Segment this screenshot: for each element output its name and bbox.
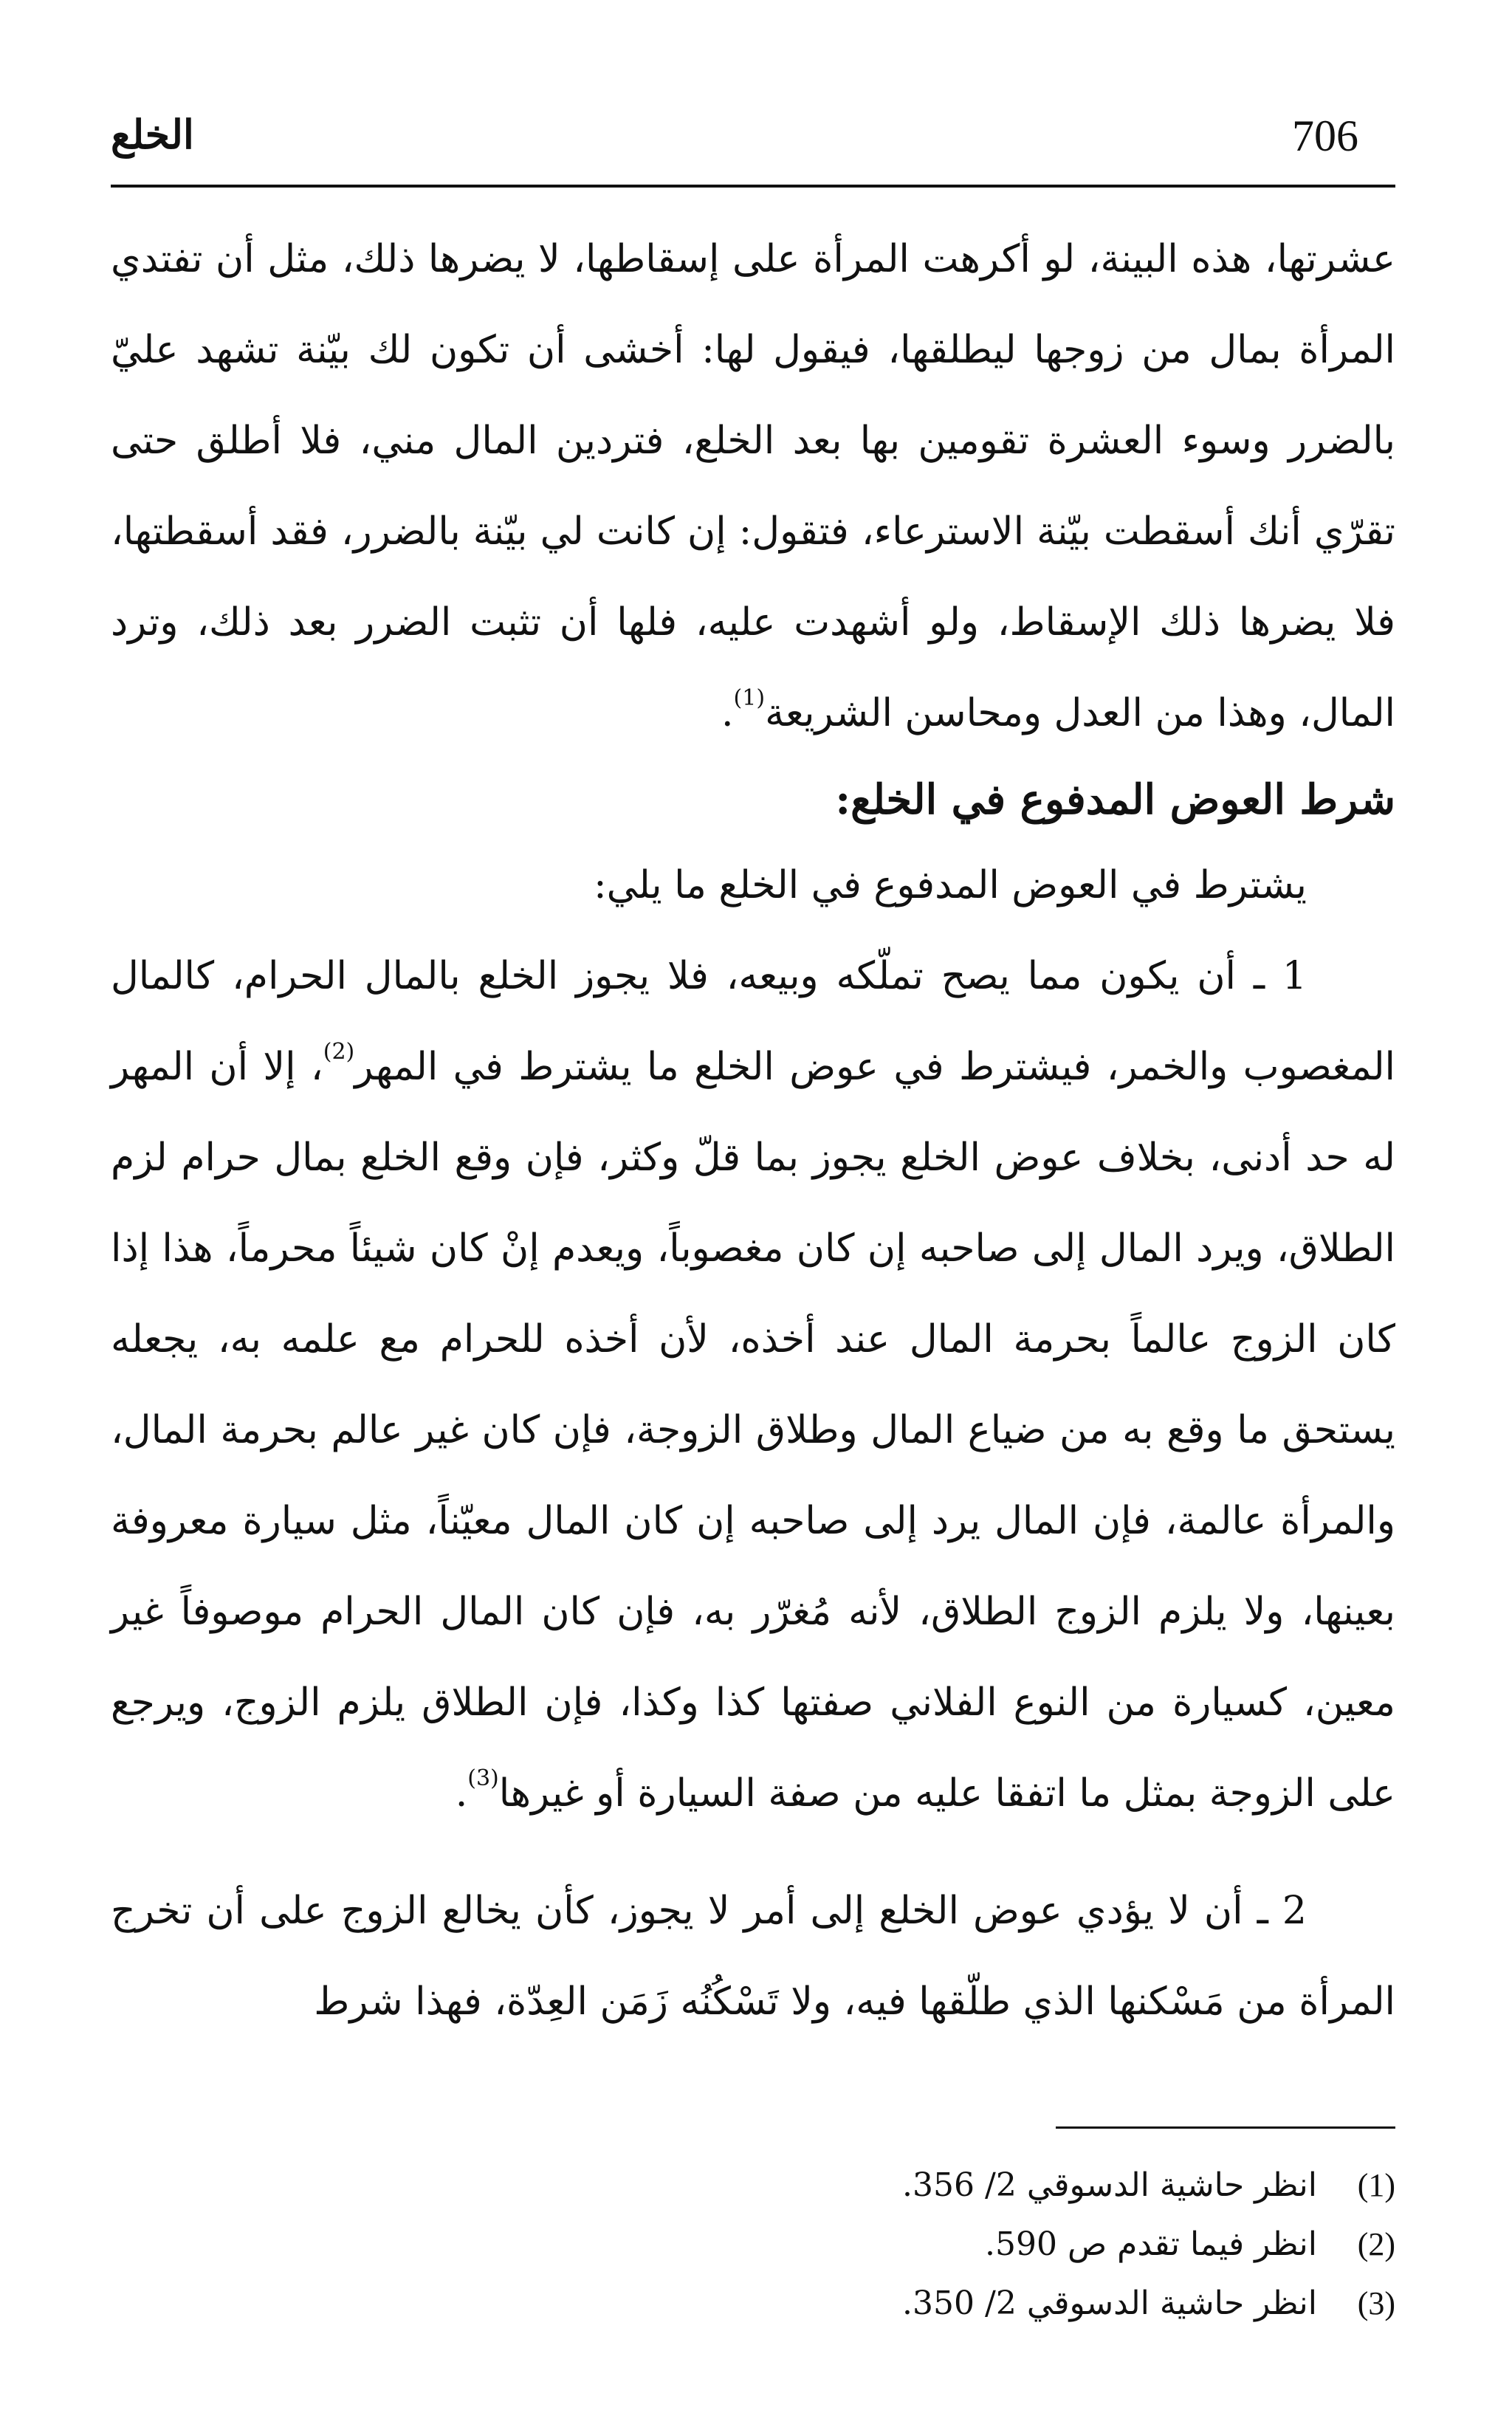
footnote-text: انظر حاشية الدسوقي 2/ 356. <box>902 2166 1317 2204</box>
condition-1-paragraph <box>111 931 1395 1839</box>
paragraph-text: ، إلا أن المهر له حد أدنى، بخلاف عوض الخلع يجوز بما قلّ وكثر، فإن وقع الخلع بمال حرام لزم الطلاق، ويرد المال إلى صاحبه إن كان مغصوباً، ويعدم إنْ كان شيئاً محرماً، هذا إذا كان الزوج عالماً بحرمة المال عند أخذه، لأن أخذه للحرام مع علمه به، يجعله يستحق ما وقع به من ضياع المال وطلاق الزوجة، فإن كان غير عالم بحرمة المال، والمرأة عالمة، فإن المال يرد إلى صاحبه إن كان المال معيّناً، مثل سيارة معروفة بعينها، ولا يلزم الزوج الطلاق، لأنه مُغرّر به، فإن كان المال الحرام موصوفاً غير معين، كسيارة من النوع الفلاني صفتها كذا وكذا، فإن الطلاق يلزم الزوج، ويرجع على الزوجة بمثل ما اتفقا عليه من صفة السيارة أو غيرها <box>111 1045 1396 1816</box>
footnotes <box>111 2156 1395 2333</box>
paragraph-continuation <box>111 214 1395 759</box>
page-header <box>111 103 1395 192</box>
paragraph-text: عشرتها، هذه البينة، لو أكرهت المرأة على إسقاطها، لا يضرها ذلك، مثل أن تفتدي المرأة بمال من زوجها ليطلقها، فيقول لها: أخشى أن تكون لك بيّنة تشهد عليّ بالضرر وسوء العشرة تقومين بها بعد الخلع، فتردين المال مني، فلا أطلق حتى تقرّي أنك أسقطت بيّنة الاسترعاء، فتقول: إن كانت لي بيّنة بالضرر، فقد أسقطتها، فلا يضرها ذلك الإسقاط، ولو أشهدت عليه، فلها أن تثبت الضرر بعد ذلك، وترد المال، وهذا من العدل ومحاسن الشريعة <box>111 237 1395 735</box>
footnote-ref-2: (2) <box>323 1039 355 1065</box>
paragraph-end: . <box>455 1771 468 1816</box>
footnote-number: (3) <box>1357 2285 1395 2321</box>
paragraph-end: . <box>721 691 734 735</box>
footnote-ref-3: (3) <box>467 1765 499 1791</box>
footnote-text: انظر حاشية الدسوقي 2/ 350. <box>902 2284 1317 2322</box>
footnote-rule <box>1056 2126 1395 2129</box>
section-intro: يشترط في العوض المدفوع في الخلع ما يلي: <box>594 863 1307 907</box>
running-title: الخلع <box>111 111 194 158</box>
book-page <box>111 0 1395 2410</box>
footnote-2 <box>111 2215 1395 2274</box>
footnote-ref-1: (1) <box>733 685 766 711</box>
section-heading: شرط العوض المدفوع في الخلع: <box>835 775 1395 824</box>
footnote-text: انظر فيما تقدم ص 590. <box>985 2225 1317 2263</box>
header-rule <box>111 185 1395 188</box>
footnote-3 <box>111 2274 1395 2333</box>
condition-2-paragraph: 2 ـ أن لا يؤدي عوض الخلع إلى أمر لا يجوز، كأن يخالع الزوج على أن تخرج المرأة من مَسْكنها الذي طلّقها فيه، ولا تَسْكُنُه زَمَن العِدّة، فهذا شرط <box>111 1889 1395 2024</box>
paragraph-text: 1 ـ أن يكون مما يصح تملّكه وبيعه، فلا يجوز الخلع بالمال الحرام، كالمال المغصوب والخمر، فيشترط في عوض الخلع ما يشترط في المهر <box>111 954 1395 1089</box>
footnote-number: (1) <box>1357 2167 1395 2203</box>
footnote-number: (2) <box>1357 2226 1395 2262</box>
body-text <box>111 214 1395 2047</box>
footnote-1 <box>111 2156 1395 2215</box>
page-number: 706 <box>1292 111 1358 160</box>
